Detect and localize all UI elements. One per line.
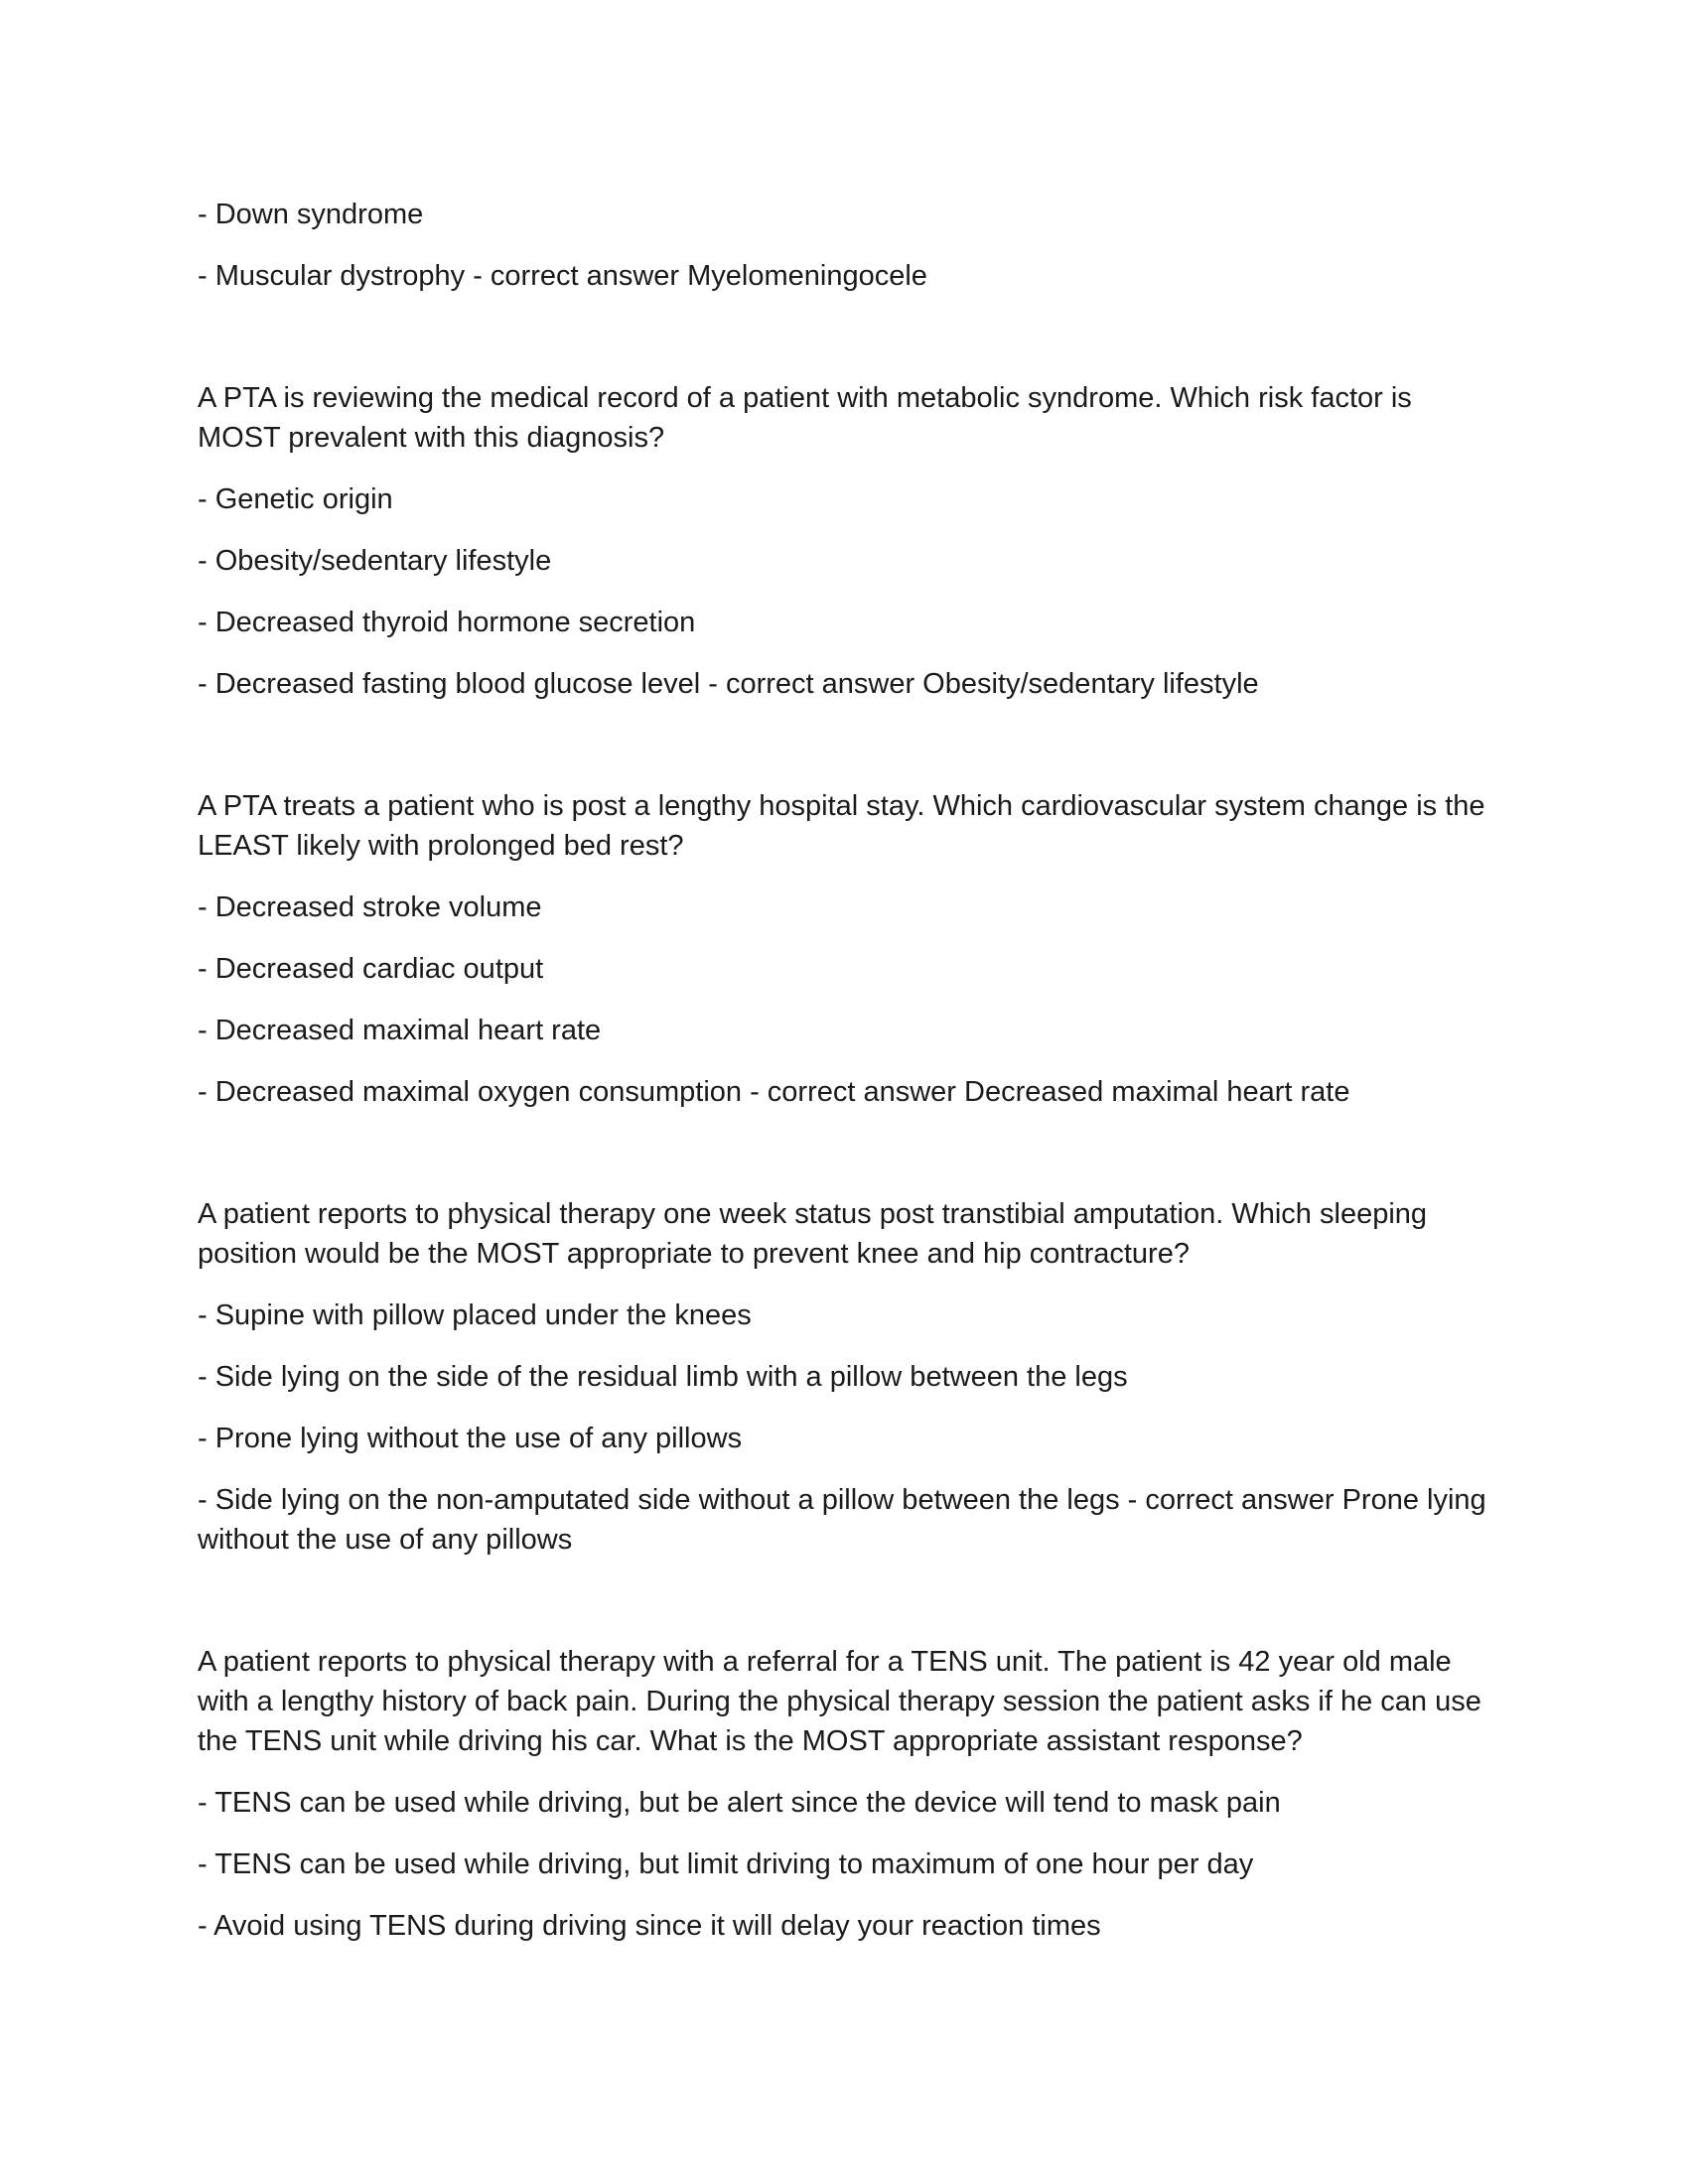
question-text: A PTA treats a patient who is post a lengthy hospital stay. Which cardiovascular system change is the LEAST likely with prolonged bed rest? bbox=[198, 790, 1485, 862]
option-line: - Side lying on the side of the residual limb with a pillow between the legs bbox=[198, 1361, 1128, 1393]
option-line: - Decreased stroke volume bbox=[198, 891, 542, 923]
question-block-1 bbox=[198, 378, 1498, 704]
question-text: A patient reports to physical therapy with a referral for a TENS unit. The patient is 42 year old male with a lengthy history of back pain. During the physical therapy session the patient asks if he can use the TENS unit while driving his car. What is the MOST appropriate assistant response? bbox=[198, 1646, 1481, 1757]
option-line: - Avoid using TENS during driving since it will delay your reaction times bbox=[198, 1910, 1101, 1942]
option-line: - Decreased thyroid hormone secretion bbox=[198, 607, 696, 638]
question-block-2 bbox=[198, 786, 1498, 1112]
option-line: - Genetic origin bbox=[198, 483, 393, 515]
option-line: - Down syndrome bbox=[198, 199, 424, 230]
option-line: - Supine with pillow placed under the knees bbox=[198, 1299, 752, 1331]
spacer bbox=[198, 1581, 1498, 1642]
question-text: A PTA is reviewing the medical record of a patient with metabolic syndrome. Which risk factor is MOST prevalent with this diagnosis? bbox=[198, 382, 1412, 454]
question-block-4 bbox=[198, 1642, 1498, 1946]
option-line: - Decreased maximal heart rate bbox=[198, 1015, 602, 1046]
option-line: - TENS can be used while driving, but limit driving to maximum of one hour per day bbox=[198, 1848, 1254, 1880]
option-line: - TENS can be used while driving, but be alert since the device will tend to mask pain bbox=[198, 1787, 1281, 1819]
option-line: - Decreased cardiac output bbox=[198, 953, 544, 985]
question-block-3 bbox=[198, 1194, 1498, 1560]
option-line: - Obesity/sedentary lifestyle bbox=[198, 545, 552, 577]
option-line: - Muscular dystrophy - correct answer Myelomeningocele bbox=[198, 260, 927, 292]
spacer bbox=[198, 318, 1498, 378]
option-line: - Prone lying without the use of any pillows bbox=[198, 1423, 743, 1454]
question-text: A patient reports to physical therapy one week status post transtibial amputation. Which sleeping position would be the MOST appropriate to prevent knee and hip contracture? bbox=[198, 1198, 1428, 1270]
intro-options bbox=[198, 195, 1498, 296]
spacer bbox=[198, 726, 1498, 786]
document-content bbox=[198, 195, 1498, 1968]
option-line: - Decreased maximal oxygen consumption - correct answer Decreased maximal heart rate bbox=[198, 1076, 1350, 1108]
option-line: - Side lying on the non-amputated side without a pillow between the legs - correct answer Prone lying without the use of any pillows bbox=[198, 1484, 1486, 1556]
spacer bbox=[198, 1134, 1498, 1194]
option-line: - Decreased fasting blood glucose level - correct answer Obesity/sedentary lifestyle bbox=[198, 668, 1259, 700]
